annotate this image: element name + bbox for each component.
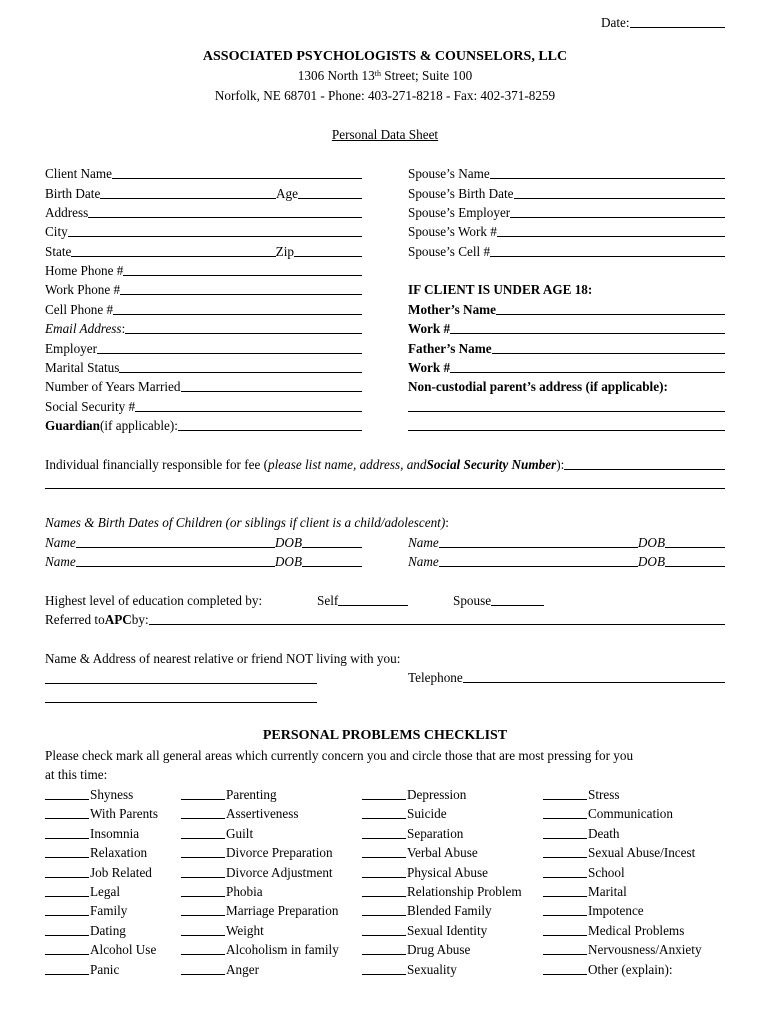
financial-field[interactable]: Individual financially responsible for fee ( please list name, address, and Social Security Number ):	[45, 455, 725, 473]
father-work-field[interactable]: Work #	[408, 358, 725, 376]
checklist-item[interactable]	[543, 960, 673, 978]
checklist-item[interactable]	[181, 824, 253, 842]
checkbox-blank[interactable]	[45, 799, 89, 800]
checklist-item-label: Suicide	[407, 806, 447, 822]
noncustodial-label: Non-custodial parent’s address (if applicable):	[408, 379, 668, 394]
checklist-item-label: Sexual Identity	[407, 922, 488, 938]
address-field[interactable]: Address	[45, 203, 362, 221]
date-field[interactable]	[601, 13, 725, 31]
checklist-item[interactable]	[181, 843, 333, 861]
date-line[interactable]	[630, 27, 725, 28]
checklist-item[interactable]	[45, 785, 133, 803]
checklist-item[interactable]	[543, 843, 695, 861]
checkbox-blank[interactable]	[181, 857, 225, 858]
checklist-item[interactable]	[362, 901, 492, 919]
noncustodial-line-2[interactable]	[408, 430, 725, 431]
checklist-item-label: Parenting	[226, 787, 277, 802]
date-label: Date:	[601, 15, 630, 30]
checklist-item[interactable]	[45, 921, 126, 939]
checklist-item-label: Depression	[407, 787, 467, 802]
checkbox-blank[interactable]	[45, 857, 89, 858]
mother-work-field[interactable]: Work #	[408, 319, 725, 337]
checklist-item-label: Divorce Adjustment	[226, 864, 333, 880]
checklist-item[interactable]	[362, 824, 463, 842]
checklist-item-label: Job Related	[90, 864, 152, 880]
child-row[interactable]: Name DOB	[408, 552, 725, 570]
checkbox-blank[interactable]	[362, 954, 406, 955]
checkbox-blank[interactable]	[362, 896, 406, 897]
checklist-item[interactable]	[45, 901, 127, 919]
zip-label: Zip	[275, 244, 294, 259]
checklist-item-label: Weight	[226, 922, 264, 938]
financial-line-2[interactable]	[45, 488, 725, 489]
checkbox-blank[interactable]	[362, 915, 406, 916]
checklist-item[interactable]	[45, 804, 158, 822]
checklist-item-label: Family	[90, 903, 128, 919]
education-label: Highest level of education completed by:	[45, 593, 263, 608]
checklist-item[interactable]	[362, 804, 447, 822]
checklist-item[interactable]	[362, 843, 478, 861]
spouse-work-field[interactable]: Spouse’s Work #	[408, 222, 725, 240]
checklist-item-label: Marital	[588, 884, 627, 899]
checkbox-blank[interactable]	[543, 896, 587, 897]
checklist-item-label: Blended Family	[407, 903, 492, 919]
checkbox-blank[interactable]	[181, 896, 225, 897]
checklist-instructions-cont: at this time:	[45, 767, 108, 782]
checkbox-blank[interactable]	[181, 915, 225, 916]
checklist-item[interactable]	[181, 863, 333, 881]
client-name-field[interactable]: Client Name	[45, 164, 362, 182]
email-field[interactable]: Email Address :	[45, 319, 362, 337]
checklist-item-label: Marriage Preparation	[226, 903, 339, 919]
checklist-item[interactable]	[45, 824, 139, 842]
checklist-item-label: Alcohol Use	[90, 942, 157, 958]
minor-heading: IF CLIENT IS UNDER AGE 18:	[408, 282, 593, 297]
checklist-item-label: With Parents	[90, 806, 158, 822]
checklist-item-label: Guilt	[226, 825, 254, 841]
checkbox-blank[interactable]	[181, 799, 225, 800]
relative-line-1[interactable]	[45, 683, 317, 684]
checklist-item[interactable]	[362, 863, 488, 881]
referred-field[interactable]: Referred to APC by:	[45, 610, 725, 628]
checkbox-blank[interactable]	[362, 935, 406, 936]
checkbox-blank[interactable]	[543, 974, 587, 975]
checklist-item-label: Relationship Problem	[407, 884, 522, 899]
children-heading: Names & Birth Dates of Children (or siblings if client is a child/adolescent):	[45, 515, 449, 530]
checklist-item-label: Anger	[226, 961, 259, 977]
checklist-item[interactable]	[45, 960, 119, 978]
telephone-field[interactable]: Telephone	[408, 668, 725, 686]
checklist-item[interactable]	[362, 785, 466, 803]
checklist-item[interactable]	[543, 824, 620, 842]
checkbox-blank[interactable]	[45, 838, 89, 839]
checkbox-blank[interactable]	[45, 935, 89, 936]
spouse-birth-date-field[interactable]: Spouse’s Birth Date	[408, 184, 725, 202]
checklist-item[interactable]	[181, 785, 277, 803]
checkbox-blank[interactable]	[362, 877, 406, 878]
checklist-item[interactable]	[543, 863, 625, 881]
checklist-item[interactable]	[543, 921, 684, 939]
checkbox-blank[interactable]	[181, 818, 225, 819]
form-title: Personal Data Sheet	[331, 127, 439, 142]
checkbox-blank[interactable]	[543, 818, 587, 819]
education-spouse-field[interactable]: Spouse	[453, 591, 544, 609]
spouse-name-field[interactable]: Spouse’s Name	[408, 164, 725, 182]
org-contact: Norfolk, NE 68701 - Phone: 403-271-8218 - Fax: 402-371-8259	[214, 88, 556, 103]
city-field[interactable]: City	[45, 222, 362, 240]
checklist-item[interactable]	[543, 785, 620, 803]
checklist-item-label: Physical Abuse	[407, 864, 488, 880]
checklist-item[interactable]	[45, 863, 152, 881]
checklist-item-label: Sexuality	[407, 961, 457, 977]
checklist-item[interactable]	[181, 901, 338, 919]
checklist-instructions: Please check mark all general areas which currently concern you and circle those that are most pressing for you	[45, 748, 634, 763]
checklist-item[interactable]	[45, 882, 120, 900]
checklist-item[interactable]	[45, 940, 156, 958]
checklist-item-label: Communication	[588, 806, 673, 822]
checkbox-blank[interactable]	[45, 915, 89, 916]
checklist-item-label: Sexual Abuse/Incest	[588, 845, 696, 861]
noncustodial-line-1[interactable]	[408, 411, 725, 412]
child-row[interactable]: Name DOB	[408, 533, 725, 551]
checklist-item[interactable]	[181, 960, 259, 978]
checklist-item-label: Shyness	[90, 787, 134, 802]
birth-date-field[interactable]: Birth Date Age	[45, 184, 362, 202]
checklist-item[interactable]	[181, 940, 339, 958]
checklist-item-label: Legal	[90, 884, 121, 899]
checkbox-blank[interactable]	[181, 974, 225, 975]
ssn-field[interactable]: Social Security #	[45, 397, 362, 415]
checkbox-blank[interactable]	[45, 954, 89, 955]
checklist-item-label: Impotence	[588, 903, 644, 919]
checklist-item-label: Other (explain):	[588, 961, 673, 977]
checklist-item-label: School	[588, 864, 625, 880]
checklist-item-label: Divorce Preparation	[226, 845, 333, 861]
checklist-item[interactable]	[181, 921, 264, 939]
education-self-field[interactable]: Self	[317, 591, 408, 609]
employer-field[interactable]: Employer	[45, 339, 362, 357]
checkbox-blank[interactable]	[362, 857, 406, 858]
checklist-item-label: Stress	[588, 787, 620, 802]
checklist-item[interactable]	[362, 921, 487, 939]
checklist-item-label: Separation	[407, 825, 464, 841]
checklist-item[interactable]	[543, 940, 702, 958]
checklist-item-label: Alcoholism in family	[226, 942, 339, 958]
checklist-item-label: Drug Abuse	[407, 942, 471, 958]
home-phone-field[interactable]: Home Phone #	[45, 261, 362, 279]
checklist-item-label: Assertiveness	[226, 806, 299, 822]
relative-line-2[interactable]	[45, 702, 317, 703]
checklist-item-label: Dating	[90, 922, 126, 938]
spouse-cell-field[interactable]: Spouse’s Cell #	[408, 242, 725, 260]
checklist-item-label: Medical Problems	[588, 922, 685, 938]
checkbox-blank[interactable]	[181, 935, 225, 936]
checkbox-blank[interactable]	[362, 974, 406, 975]
checkbox-blank[interactable]	[181, 877, 225, 878]
checkbox-blank[interactable]	[362, 799, 406, 800]
checkbox-blank[interactable]	[543, 915, 587, 916]
checklist-item-label: Phobia	[226, 884, 263, 899]
checklist-item-label: Panic	[90, 961, 120, 977]
org-name: ASSOCIATED PSYCHOLOGISTS & COUNSELORS, LLC	[202, 49, 568, 64]
checkbox-blank[interactable]	[181, 954, 225, 955]
mother-name-field[interactable]: Mother’s Name	[408, 300, 725, 318]
checklist-item[interactable]	[362, 960, 457, 978]
checklist-item[interactable]	[543, 882, 627, 900]
checkbox-blank[interactable]	[45, 877, 89, 878]
checkbox-blank[interactable]	[181, 838, 225, 839]
checklist-item[interactable]	[181, 804, 299, 822]
checklist-item[interactable]	[543, 901, 644, 919]
father-name-field[interactable]: Father’s Name	[408, 339, 725, 357]
spouse-employer-field[interactable]: Spouse’s Employer	[408, 203, 725, 221]
child-row[interactable]: Name DOB	[45, 533, 362, 551]
checklist-item[interactable]	[362, 882, 522, 900]
checkbox-blank[interactable]	[543, 799, 587, 800]
checkbox-blank[interactable]	[543, 935, 587, 936]
guardian-field[interactable]: Guardian (if applicable):	[45, 416, 362, 434]
checklist-item-label: Nervousness/Anxiety	[588, 942, 702, 958]
checkbox-blank[interactable]	[543, 838, 587, 839]
relative-label: Name & Address of nearest relative or friend NOT living with you:	[45, 651, 401, 666]
marital-status-field[interactable]: Marital Status	[45, 358, 362, 376]
checklist-item[interactable]	[45, 843, 147, 861]
checkbox-blank[interactable]	[362, 838, 406, 839]
checkbox-blank[interactable]	[543, 857, 587, 858]
checkbox-blank[interactable]	[45, 818, 89, 819]
checklist-item-label: Insomnia	[90, 825, 140, 841]
checklist-item-label: Verbal Abuse	[407, 845, 478, 861]
checklist-item-label: Relaxation	[90, 845, 148, 861]
checkbox-blank[interactable]	[543, 954, 587, 955]
org-address: 1306 North 13th Street; Suite 100	[297, 68, 473, 83]
years-married-field[interactable]: Number of Years Married	[45, 377, 362, 395]
checklist-item[interactable]	[362, 940, 470, 958]
state-field[interactable]: State Zip	[45, 242, 362, 260]
checklist-item[interactable]	[181, 882, 263, 900]
cell-phone-field[interactable]: Cell Phone #	[45, 300, 362, 318]
checklist-item-label: Death	[588, 825, 620, 841]
work-phone-field[interactable]: Work Phone #	[45, 280, 362, 298]
checklist-item[interactable]	[543, 804, 673, 822]
checkbox-blank[interactable]	[543, 877, 587, 878]
checkbox-blank[interactable]	[362, 818, 406, 819]
child-row[interactable]: Name DOB	[45, 552, 362, 570]
age-label: Age	[276, 186, 298, 201]
checkbox-blank[interactable]	[45, 974, 89, 975]
checkbox-blank[interactable]	[45, 896, 89, 897]
checklist-title: PERSONAL PROBLEMS CHECKLIST	[262, 728, 508, 743]
